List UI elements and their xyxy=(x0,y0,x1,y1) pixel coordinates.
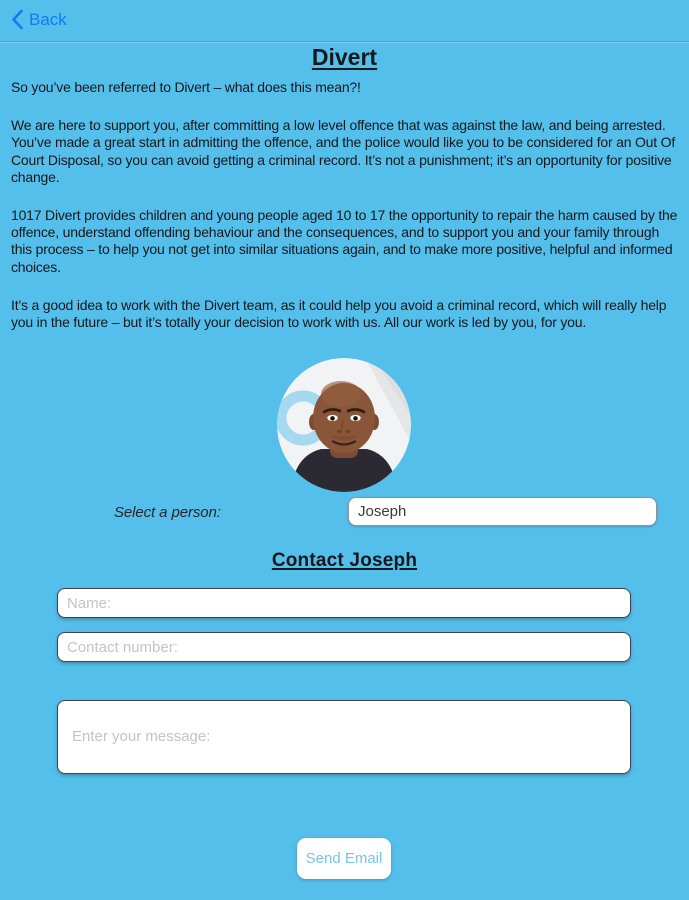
chevron-left-icon xyxy=(11,9,24,30)
name-input[interactable] xyxy=(57,588,631,618)
back-button[interactable] xyxy=(11,9,67,30)
paragraph-programme: 1017 Divert provides children and young people aged 10 to 17 the opportunity to repair the harm caused by the offence, understand offending behaviour and the consequences, and to support you and your family through this process – to help you not get into similar situations again, and to make more positive, helpful and informed choices. xyxy=(11,207,678,275)
select-person-label: Select a person: xyxy=(114,504,221,521)
back-label: Back xyxy=(29,9,67,29)
send-email-button[interactable]: Send Email xyxy=(297,838,391,879)
paragraph-support: We are here to support you, after committing a low level offence that was against the law, and being arrested. You’ve made a great start in admitting the offence, and the police would like you to be considered for an Out Of Court Disposal, so you can avoid getting a criminal record. It’s not a punishment; it’s an opportunity for positive change. xyxy=(11,117,676,185)
page-title: Divert xyxy=(311,44,378,70)
nav-bar xyxy=(0,0,689,42)
contact-number-input[interactable] xyxy=(57,632,631,662)
contact-heading: Contact Joseph xyxy=(271,550,418,571)
person-select-input[interactable] xyxy=(348,497,657,526)
person-photo xyxy=(277,358,411,492)
paragraph-intro: So you’ve been referred to Divert – what does this mean?! xyxy=(11,79,361,95)
article-body xyxy=(11,79,679,331)
message-textarea[interactable] xyxy=(57,700,631,774)
paragraph-decision: It’s a good idea to work with the Divert team, as it could help you avoid a criminal record, which will really help you in the future – but it’s totally your decision to work with us. All our work is led by you, for you. xyxy=(11,296,667,331)
